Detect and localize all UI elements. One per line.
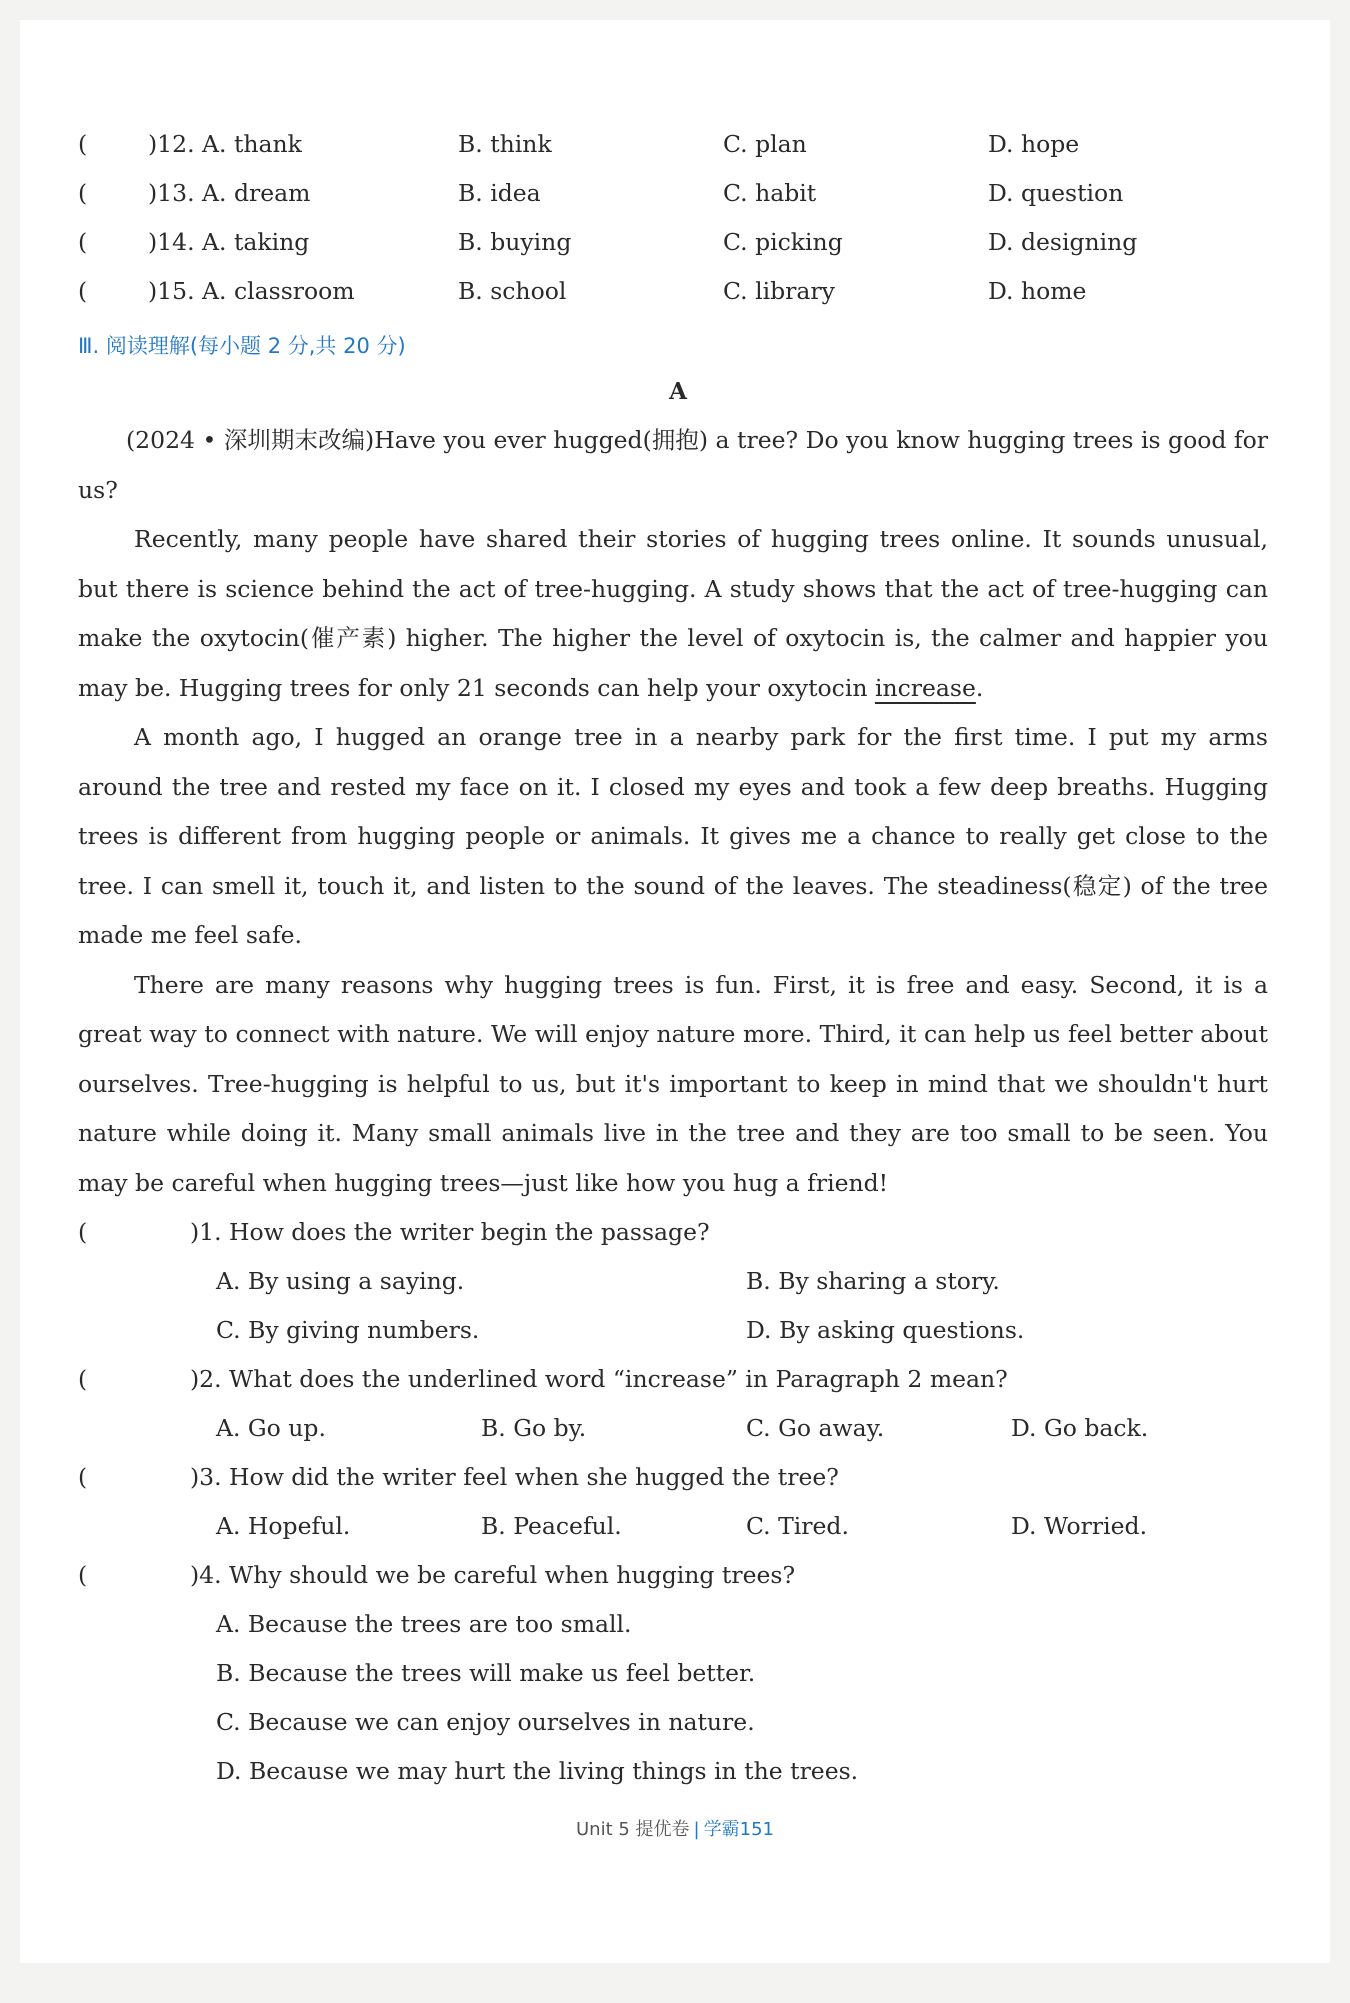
page-content [78,120,1278,1796]
question-3-option-d: D. Worried. [1011,1512,1148,1540]
section-heading [78,328,1278,364]
question-4-option-d: D. Because we may hurt the living things in the trees. [216,1757,859,1785]
cloze-option-14-d: D. designing [988,228,1138,256]
question-3-option-c: C. Tired. [746,1512,849,1540]
question-2-option-c: C. Go away. [746,1414,885,1442]
footer-page-number: 151 [739,1819,774,1840]
question-3-stem: ( )3. How did the writer feel when she hugged the tree? [78,1463,839,1491]
cloze-option-15-c: C. library [723,277,835,305]
passage-paragraph-3: A month ago, I hugged an orange tree in a nearby park for the first time. I put my arms around the tree and rested my face on it. I closed my eyes and took a few deep breaths. Hugging trees is different from hugging people or animals. It gives me a chance to really get close to the tree. I can smell it, touch it, and listen to the sound of the leaves. The steadiness(稳定) of the tree made me feel safe. [78,723,1268,949]
question-1-options [78,1257,1278,1355]
question-2-stem: ( )2. What does the underlined word “increase” in Paragraph 2 mean? [78,1365,1008,1393]
underlined-word: increase [874,673,976,702]
footer-brand: 学霸 [703,1819,740,1840]
cloze-option-12-b: B. think [458,130,552,158]
question-4-stem: ( )4. Why should we be careful when hugging trees? [78,1561,796,1589]
cloze-option-13-d: D. question [988,179,1124,207]
question-1-option-c: C. By giving numbers. [216,1316,480,1344]
cloze-option-15-d: D. home [988,277,1087,305]
question-3-options [78,1502,1278,1551]
question-1-option-d: D. By asking questions. [746,1316,1025,1344]
section-score: (每小题 2 分,共 20 分) [189,334,406,358]
footer-separator: | [693,1819,700,1840]
passage-paragraph-2: Recently, many people have shared their stories of hugging trees online. It sounds unusual, but there is science behind the act of tree-hugging. A study shows that the act of tree-hugging can make the oxytocin(催产素) higher. The higher the level of oxytocin is, the calmer and happier you may be. Hugging trees for only 21 seconds can help your oxytocin increase. [78,525,1268,702]
question-4-option-b: B. Because the trees will make us feel better. [216,1659,756,1687]
question-1-option-a: A. By using a saying. [216,1267,465,1295]
passage-paragraph-4: There are many reasons why hugging trees is fun. First, it is free and easy. Second, it is a great way to connect with nature. We will enjoy nature more. Third, it can help us feel better about ourselves. Tree-hugging is helpful to us, but it's important to keep in mind that we shouldn't hurt nature while doing it. Many small animals live in the tree and they are too small to be seen. You may be careful when hugging trees—just like how you hug a friend! [78,970,1268,1197]
question-1-stem: ( )1. How does the writer begin the passage? [78,1218,710,1246]
question-4-option-a: A. Because the trees are too small. [216,1610,632,1638]
passage-label: A [669,378,687,405]
question-2-options [78,1404,1278,1453]
cloze-option-15-b: B. school [458,277,567,305]
question-3-option-a: A. Hopeful. [216,1512,351,1540]
question-2-option-d: D. Go back. [1011,1414,1149,1442]
cloze-options-grid [78,120,1278,316]
question-3-option-b: B. Peaceful. [481,1512,622,1540]
cloze-option-row-15-a: ( )15. A. classroom [78,277,355,305]
cloze-option-14-b: B. buying [458,228,572,256]
question-4-options [78,1600,1278,1796]
cloze-option-12-c: C. plan [723,130,807,158]
section-title: Ⅲ. 阅读理解 [78,334,190,358]
cloze-option-row-12-a: ( )12. A. thank [78,130,302,158]
worksheet-page [20,20,1330,1963]
cloze-option-14-c: C. picking [723,228,843,256]
question-1-option-b: B. By sharing a story. [746,1267,1000,1295]
passage-paragraph-1: (2024 • 深圳期末改编)Have you ever hugged(拥抱) a tree? Do you know hugging trees is good for us? [78,426,1268,504]
cloze-option-12-d: D. hope [988,130,1080,158]
footer-unit: Unit 5 提优卷 [576,1819,690,1840]
question-2-option-b: B. Go by. [481,1414,587,1442]
cloze-option-row-14-a: ( )14. A. taking [78,228,310,256]
cloze-option-13-c: C. habit [723,179,817,207]
page-footer [20,1815,1330,1841]
question-4-option-c: C. Because we can enjoy ourselves in nature. [216,1708,755,1736]
question-2-option-a: A. Go up. [216,1414,326,1442]
cloze-option-13-b: B. idea [458,179,541,207]
cloze-option-row-13-a: ( )13. A. dream [78,179,311,207]
